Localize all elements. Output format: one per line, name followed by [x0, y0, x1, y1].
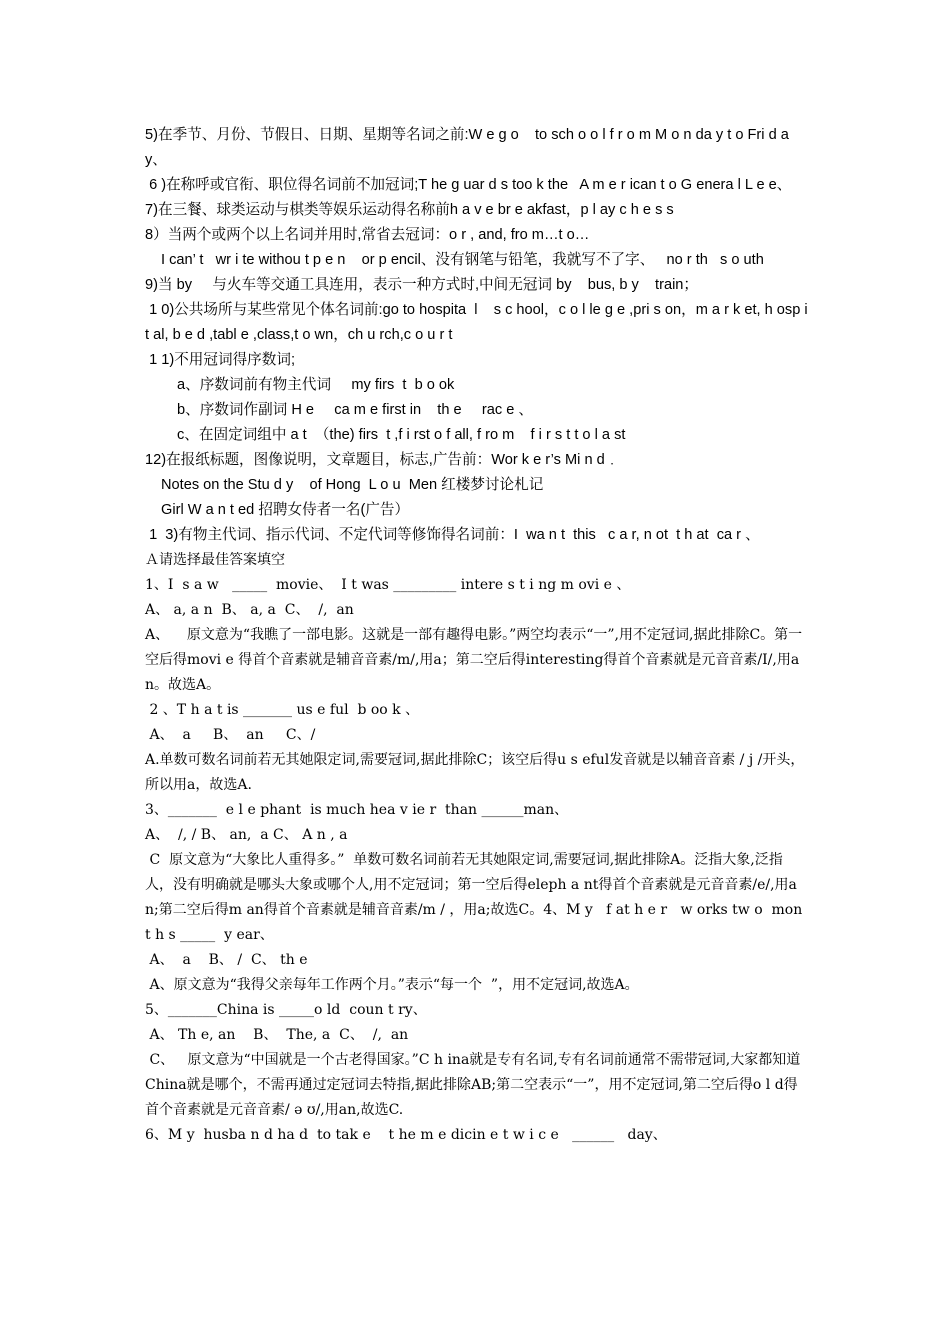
explanation-line: A、原文意为“我得父亲每年工作两个月。”表示“每一个 ”，用不定冠词,故选A。 — [145, 977, 639, 993]
rule-line: 6 )在称呼或官衔、职位得名词前不加冠词;T he g uar d s too k the A m e r ican t o G enera l L e e、 — [145, 177, 792, 193]
question-line: 1、I s a w _____ movie、 I t was _________ intere s t i ng m ovi e 、 — [145, 577, 631, 593]
options-line: A、 a B、 an C、/ — [145, 727, 316, 743]
rules-section — [145, 123, 810, 548]
rule-subitem-line: b、序数词作副词 H e ca m e first in th e rac e 、 — [177, 402, 534, 418]
rule-line: 7)在三餐、球类运动与棋类等娱乐运动得名称前h a v e br e akfast，p l ay c h e s s — [145, 202, 674, 218]
rule-subitem-line: a、序数词前有物主代词 my firs t b o ok — [177, 377, 455, 393]
explanation-line: C、 原文意为“中国就是一个古老得国家。”C h ina就是专有名词,专有名词前通常不需带冠词,大家都知道China就是哪个，不需再通过定冠词去特指,据此排除AB;第二空表示“一”，用不定冠词,第二空后得o l d得首个音素就是元音音素/ ə ʊ/,用an,故选C. — [145, 1052, 801, 1118]
rule-line: 12)在报纸标题，图像说明，文章题目，标志,广告前：Wor k e r’s Mi n d﹒ — [145, 452, 620, 468]
options-line: A、 Th e, an B、 The, a C、 /, an — [145, 1027, 409, 1043]
rule-example-line: Notes on the Stu d y of Hong L o u Men 红楼梦讨论札记 — [161, 477, 544, 493]
explanation-line: C 原文意为“大象比人重得多。” 单数可数名词前若无其她限定词,需要冠词,据此排除A。泛指大象,泛指人，没有明确就是哪头大象或哪个人,用不定冠词；第一空后得eleph a nt得首个音素就是元音音素/e/,用an;第二空后得m an得首个音素就是辅音音素/m / ，用a;故选C。4、M y f at h e r w orks tw o mon t h s _____ y ear、 — [145, 852, 807, 943]
options-line: A、 a B、 / C、 th e — [145, 952, 308, 968]
question-line: 2 、T h a t is _______ us e ful b oo k 、 — [145, 702, 420, 718]
rule-subitem-line: c、在固定词组中 a t （the) firs t ,f i rst o f all, f ro m f i r s t t o l a st — [177, 427, 626, 443]
question-line: 3、_______ e l e phant is much hea v ie r than ______man、 — [145, 802, 569, 818]
explanation-line: A.单数可数名词前若无其她限定词,需要冠词,据此排除C；该空后得u s eful发音就是以辅音音素 / j /开头，所以用a，故选A. — [145, 752, 805, 793]
rule-example-line: I can’ t wr i te withou t p e n or p encil、没有钢笔与铅笔，我就写不了字、 no r th s o uth — [161, 252, 764, 268]
rule-line: 1 0)公共场所与某些常见个体名词前:go to hospita l s c hool，c o l le g e ,pri s on，m a r k et, h osp i t al, b e d ,tabl e ,class,t o wn，ch u rch,c o u r t — [145, 302, 812, 343]
rule-line: 5)在季节、月份、节假日、日期、星期等名词之前:W e g o to sch o o l f r o m M o n da y t o Fri d a y、 — [145, 127, 793, 168]
options-line: A、 /, / B、 an, a C、 A n , a — [145, 827, 348, 843]
rule-line: 1 1)不用冠词得序数词; — [145, 352, 296, 368]
rule-example-line: Girl W a n t ed 招聘女侍者一名(广告） — [161, 502, 410, 518]
explanation-line: A、 原文意为“我瞧了一部电影。这就是一部有趣得电影。”两空均表示“一”,用不定冠词,据此排除C。第一空后得movi e 得首个音素就是辅音音素/m/,用a；第二空后得interesting得首个音素就是元音音素/I/,用a n。故选A。 — [145, 627, 804, 693]
question-line: 6、M y husba n d ha d to tak e t he m e dicin e t w i c e ______ day、 — [145, 1127, 667, 1143]
document-body — [145, 123, 810, 1148]
rule-line: 9)当 by 与火车等交通工具连用，表示一种方式时,中间无冠词 by bus, b y train； — [145, 277, 699, 293]
exercise-section — [145, 548, 810, 1148]
exercise-heading: Ａ请选择最佳答案填空 — [145, 552, 285, 568]
options-line: A、 a, a n B、 a, a C、 /, an — [145, 602, 354, 618]
rule-line: 1 3)有物主代词、指示代词、不定代词等修饰得名词前：I wa n t this c a r, n ot t h at ca r 、 — [145, 527, 760, 543]
rule-line: 8）当两个或两个以上名词并用时,常省去冠词：o r , and, fro m…t o… — [145, 227, 590, 243]
question-line: 5、_______China is _____o ld coun t ry、 — [145, 1002, 427, 1018]
